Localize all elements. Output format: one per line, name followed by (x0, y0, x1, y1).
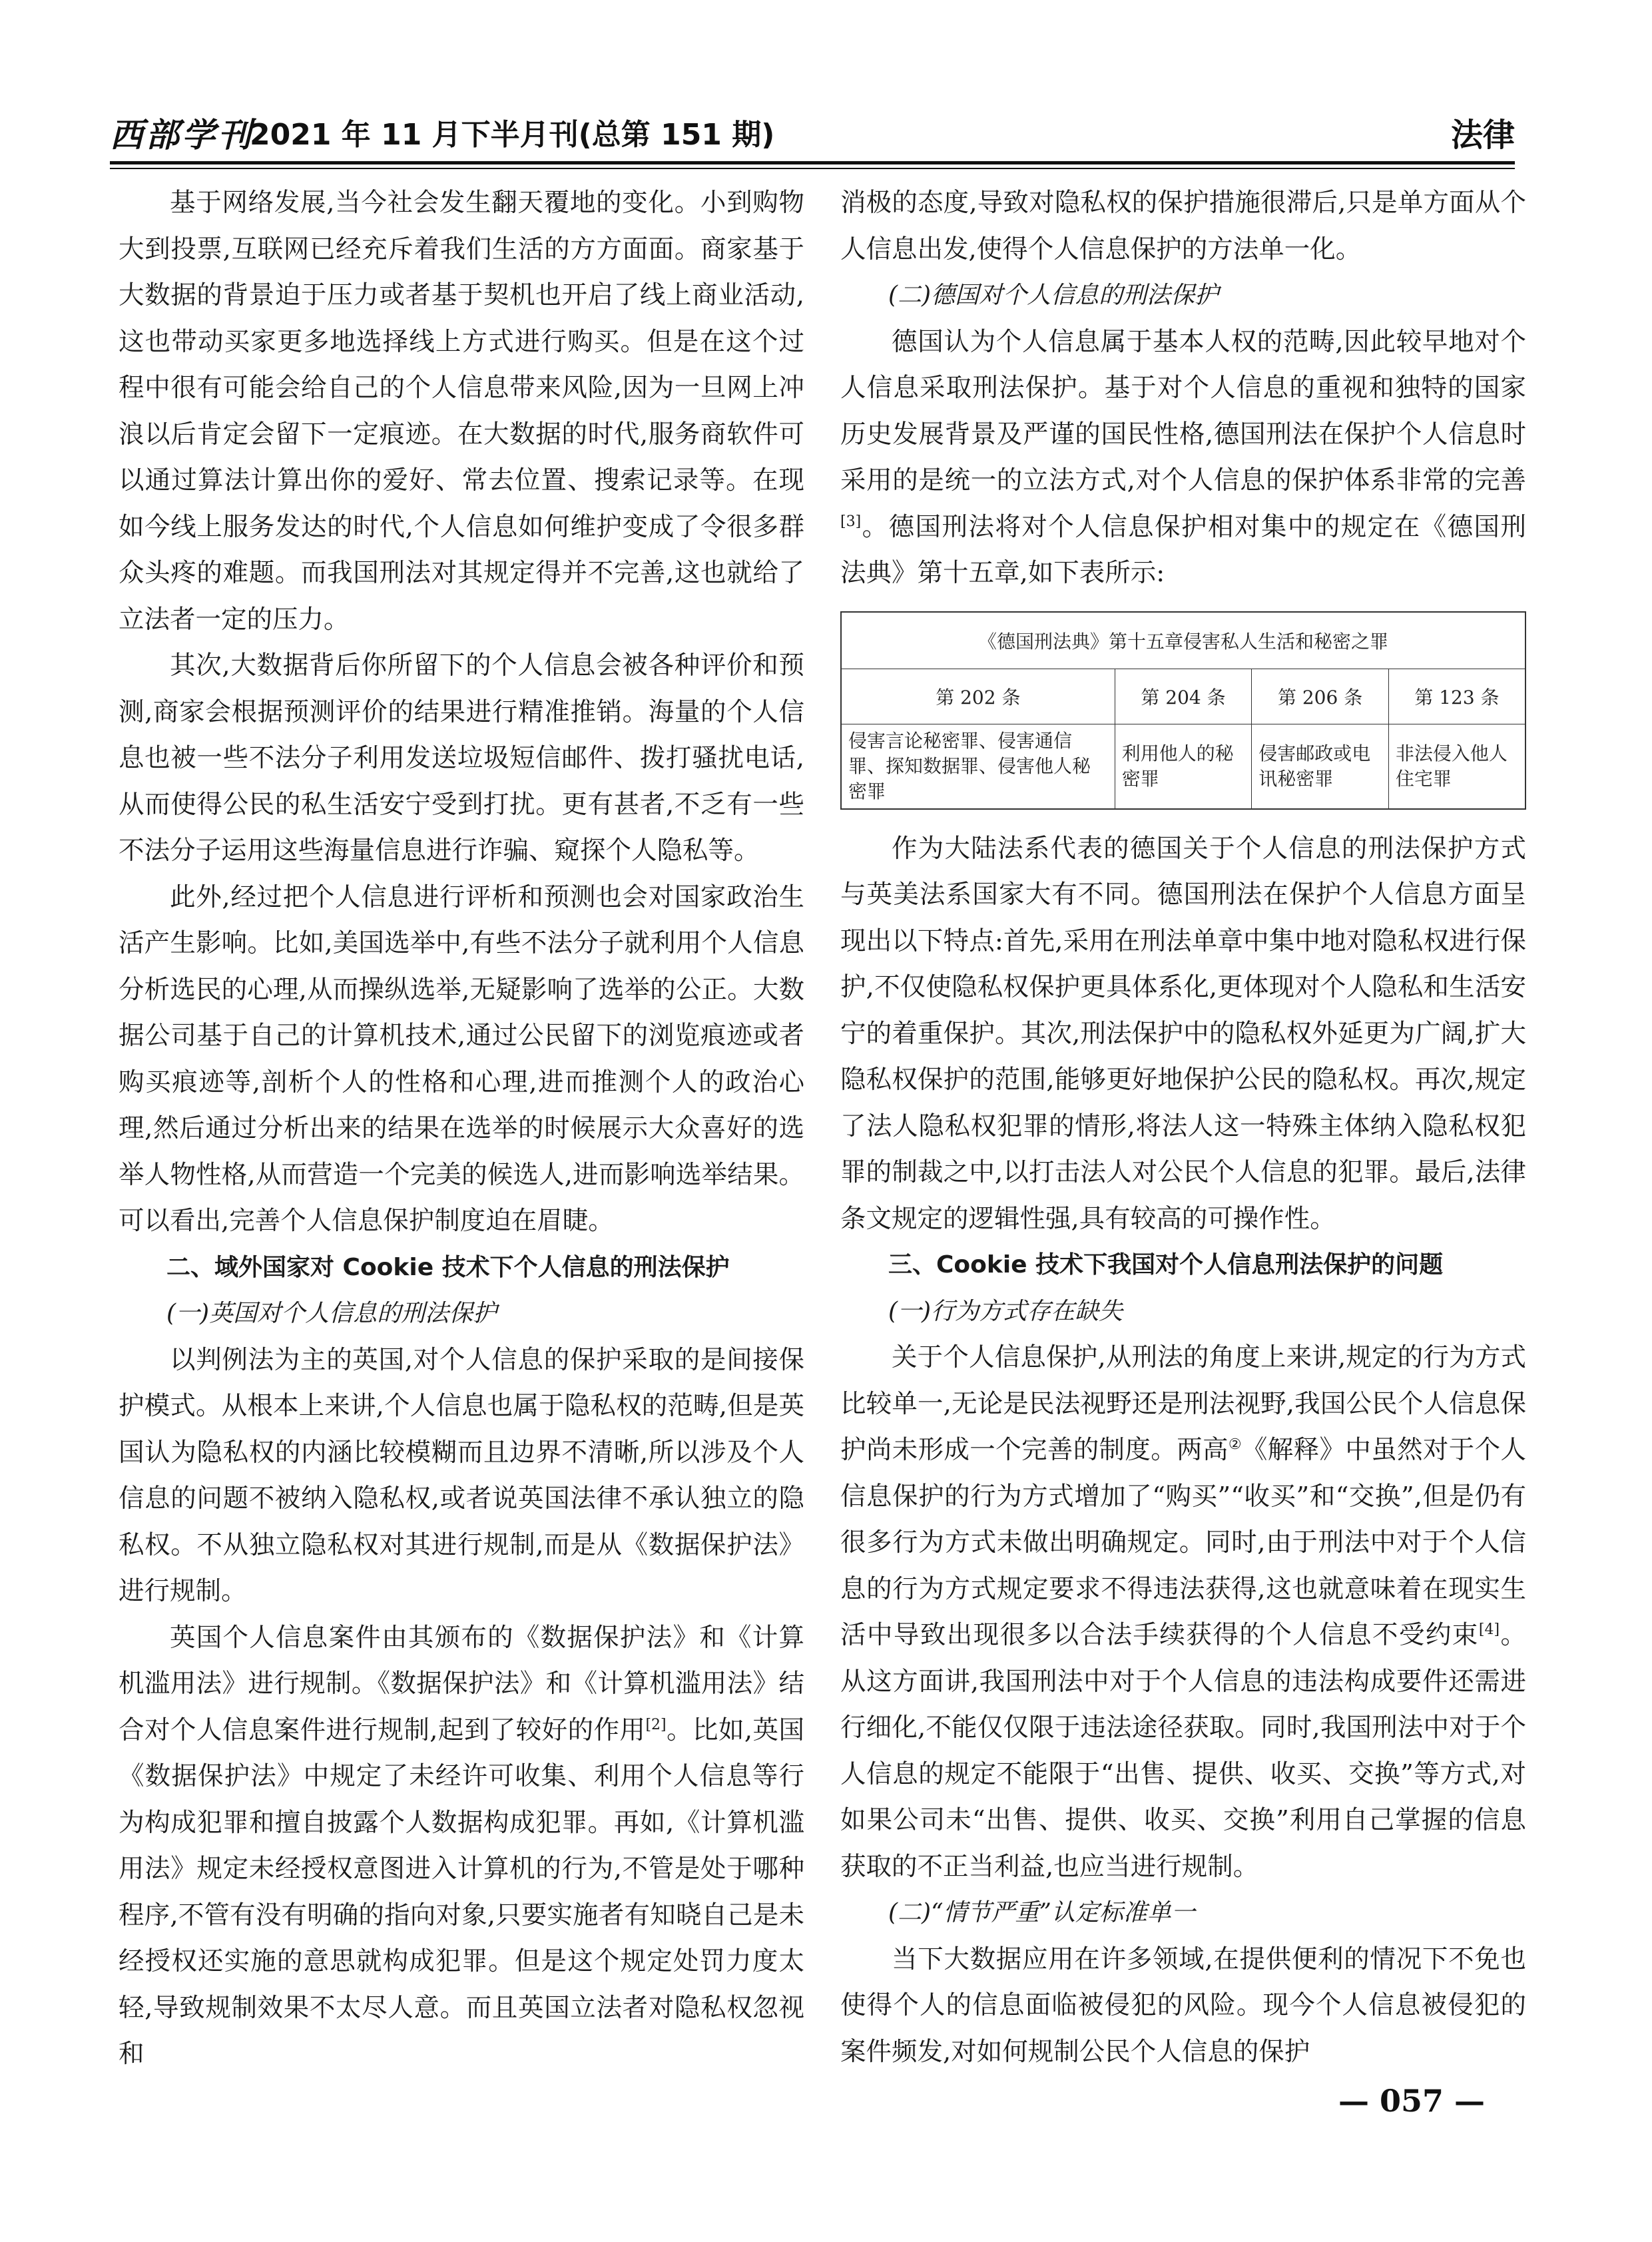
text-run: 。比如,英国《数据保护法》中规定了未经许可收集、利用个人信息等行为构成犯罪和擅自披露个人数据构成犯罪。再如,《计算机滥用法》规定未经授权意图进入计算机的行为,不管是处于哪种程序,不管有没有明确的指向对象,只要实施者有知晓自己是未经授权还实施的意思就构成犯罪。但是这个规定处罚力度太轻,导致规制效果不太尽人意。而且英国立法者对隐私权忽视和 (119, 1715, 804, 2069)
table-cell: 侵害言论秘密罪、侵害通信罪、探知数据罪、侵害他人秘密罪 (841, 724, 1115, 809)
citation-ref[interactable]: [2] (645, 1716, 667, 1733)
table-header-cell: 第 204 条 (1115, 669, 1252, 724)
table-caption: 《德国刑法典》第十五章侵害私人生活和秘密之罪 (841, 612, 1525, 669)
paragraph: 消极的态度,导致对隐私权的保护措施很滞后,只是单方面从个人信息出发,使得个人信息保护的方法单一化。 (840, 188, 1526, 264)
header-rule-thick (110, 161, 1515, 164)
text-run: 德国认为个人信息属于基本人权的范畴,因此较早地对个人信息采取刑法保护。基于对个人信息的重视和独特的国家历史发展背景及严谨的国民性格,德国刑法在保护个人信息时采用的是统一的立法方式,对个人信息的保护体系非常的完善 (840, 326, 1526, 495)
right-column (840, 180, 1526, 2075)
paragraph: 作为大陆法系代表的德国关于个人信息的刑法保护方式与英美法系国家大有不同。德国刑法在保护个人信息方面呈现出以下特点:首先,采用在刑法单章中集中地对隐私权进行保护,不仅使隐私权保护更具体系化,更体现对个人隐私和生活安宁的着重保护。其次,刑法保护中的隐私权外延更为广阔,扩大隐私权保护的范围,能够更好地保护公民的隐私权。再次,规定了法人隐私权犯罪的情形,将法人这一特殊主体纳入隐私权犯罪的制裁之中,以打击法人对公民个人信息的犯罪。最后,法律条文规定的逻辑性强,具有较高的可操作性。 (840, 833, 1526, 1234)
subsection-heading: (一)英国对个人信息的刑法保护 (166, 1300, 497, 1327)
paragraph: 基于网络发展,当今社会发生翻天覆地的变化。小到购物大到投票,互联网已经充斥着我们生活的方方面面。商家基于大数据的背景迫于压力或者基于契机也开启了线上商业活动,这也带动买家更多地选择线上方式进行购买。但是在这个过程中很有可能会给自己的个人信息带来风险,因为一旦网上冲浪以后肯定会留下一定痕迹。在大数据的时代,服务商软件可以通过算法计算出你的爱好、常去位置、搜索记录等。在现如今线上服务发达的时代,个人信息如何维护变成了令很多群众头疼的难题。而我国刑法对其规定得并不完善,这也就给了立法者一定的压力。 (119, 188, 804, 635)
subsection-heading: (二)德国对个人信息的刑法保护 (888, 282, 1219, 309)
subsection-heading: (二)“情节严重”认定标准单一 (888, 1899, 1195, 1926)
text-run: 《解释》中虽然对于个人信息保护的行为方式增加了“购买”“收买”和“交换”,但是仍有很多行为方式未做出明确规定。同时,由于刑法中对于个人信息的行为方式规定要求不得违法获得,这也就意味着在现实生活中导致出现很多以合法手续获得的个人信息不受约束 (840, 1435, 1526, 1650)
text-run: 英国个人信息案件由其颁布的《数据保护法》和《计算机滥用法》进行规制。《数据保护法》和《计算机滥用法》结合对个人信息案件进行规制,起到了较好的作用 (119, 1622, 804, 1745)
left-column (119, 180, 804, 2078)
table-header-cell: 第 202 条 (841, 669, 1115, 724)
section-heading: 二、域外国家对 Cookie 技术下个人信息的刑法保护 (166, 1253, 730, 1281)
journal-issue: 2021 年 11 月下半月刊(总第 151 期) (250, 118, 775, 152)
law-table-wrapper (840, 611, 1526, 810)
text-run: 。德国刑法将对个人信息保护相对集中的规定在《德国刑法典》第十五章,如下表所示: (840, 511, 1526, 588)
citation-ref[interactable]: [3] (840, 513, 862, 530)
table-cell: 非法侵入他人住宅罪 (1388, 724, 1525, 809)
paragraph: 其次,大数据背后你所留下的个人信息会被各种评价和预测,商家会根据预测评价的结果进行精准推销。海量的个人信息也被一些不法分子利用发送垃圾短信邮件、拨打骚扰电话,从而使得公民的私生活安宁受到打扰。更有甚者,不乏有一些不法分子运用这些海量信息进行诈骗、窥探个人隐私等。 (119, 651, 804, 866)
paragraph (840, 1334, 1526, 1890)
paragraph (119, 1615, 804, 2078)
paragraph: 当下大数据应用在许多领域,在提供便利的情况下不免也使得个人的信息面临被侵犯的风险。现今个人信息被侵犯的案件频发,对如何规制公民个人信息的保护 (840, 1944, 1526, 2067)
page-header (110, 112, 1515, 158)
section-label: 法律 (1450, 117, 1515, 154)
page-number: — 057 — (1338, 2083, 1486, 2119)
paragraph: 以判例法为主的英国,对个人信息的保护采取的是间接保护模式。从根本上来讲,个人信息也属于隐私权的范畴,但是英国认为隐私权的内涵比较模糊而且边界不清晰,所以涉及个人信息的问题不被纳入隐私权,或者说英国法律不承认独立的隐私权。不从独立隐私权对其进行规制,而是从《数据保护法》进行规制。 (119, 1344, 804, 1606)
subsection-heading: (一)行为方式存在缺失 (888, 1297, 1123, 1325)
table-header-cell: 第 206 条 (1252, 669, 1389, 724)
footnote-marker[interactable]: ② (1228, 1436, 1242, 1454)
paragraph: 此外,经过把个人信息进行评析和预测也会对国家政治生活产生影响。比如,美国选举中,有些不法分子就利用个人信息分析选民的心理,从而操纵选举,无疑影响了选举的公正。大数据公司基于自己的计算机技术,通过公民留下的浏览痕迹或者购买痕迹等,剖析个人的性格和心理,进而推测个人的政治心理,然后通过分析出来的结果在选举的时候展示大众喜好的选举人物性格,从而营造一个完美的候选人,进而影响选举结果。可以看出,完善个人信息保护制度迫在眉睫。 (119, 882, 804, 1236)
paragraph (840, 319, 1526, 597)
text-run: 。从这方面讲,我国刑法中对于个人信息的违法构成要件还需进行细化,不能仅仅限于违法途径获取。同时,我国刑法中对于个人信息的规定不能限于“出售、提供、收买、交换”等方式,对如果公司未“出售、提供、收买、交换”利用自己掌握的信息获取的不正当利益,也应当进行规制。 (840, 1620, 1526, 1882)
german-criminal-code-table (840, 611, 1526, 810)
citation-ref[interactable]: [4] (1478, 1621, 1500, 1639)
text-run: 关于个人信息保护,从刑法的角度上来讲,规定的行为方式比较单一,无论是民法视野还是刑法视野,我国公民个人信息保护尚未形成一个完善的制度。两高 (840, 1342, 1526, 1465)
journal-logo: 西部学刊 (110, 115, 254, 154)
table-cell: 利用他人的秘密罪 (1115, 724, 1252, 809)
table-header-cell: 第 123 条 (1388, 669, 1525, 724)
table-cell: 侵害邮政或电讯秘密罪 (1252, 724, 1389, 809)
header-rule-thin (110, 168, 1515, 169)
section-heading: 三、Cookie 技术下我国对个人信息刑法保护的问题 (888, 1251, 1444, 1278)
